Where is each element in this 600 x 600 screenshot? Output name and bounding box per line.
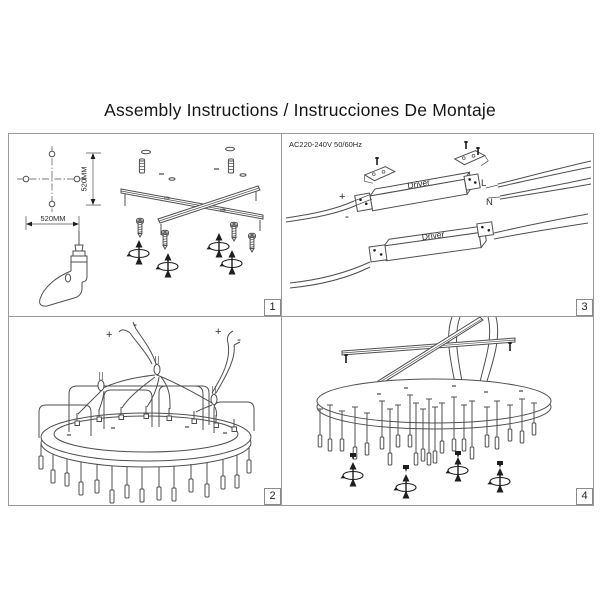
panel-step-2: [9, 317, 282, 505]
wall-anchor-icons: [139, 147, 246, 180]
dimension-horizontal: [26, 214, 79, 231]
canopy-plate: [317, 379, 551, 429]
page-title: Assembly Instructions / Instrucciones De Montaje: [104, 100, 496, 120]
left-cable-plus-label: +: [106, 329, 113, 341]
chandelier-ring: [41, 413, 251, 467]
dc-plus-label: +: [339, 191, 346, 203]
live-label: L: [481, 178, 487, 189]
step-number-badge: 1: [264, 299, 281, 316]
drill-icon: [40, 231, 87, 306]
step-2-diagram: [9, 317, 281, 504]
screw-icons: [137, 218, 256, 252]
supply-cable-left: [106, 317, 156, 364]
driver-bottom-label: Driver: [421, 229, 445, 243]
neutral-label: N: [486, 197, 493, 208]
wire-connector-bulbs: [98, 356, 217, 405]
step-3-diagram: [282, 134, 593, 316]
driver-bottom-cable-right: [494, 214, 588, 239]
step-number-badge: 4: [576, 488, 593, 505]
driver-box-bottom: [290, 214, 588, 288]
step-number-badge: 3: [576, 299, 593, 316]
dc-minus-label: -: [345, 209, 349, 223]
supply-cable-right: [212, 326, 241, 393]
panel-step-3: [282, 134, 593, 317]
right-cable-minus-label: -: [237, 332, 241, 346]
step-4-diagram: [282, 317, 593, 504]
right-cable-plus-label: +: [215, 326, 222, 338]
instruction-grid: [8, 133, 594, 506]
panel-step-4: [282, 317, 593, 505]
mounting-hole-pattern: [17, 146, 87, 212]
mounting-clip-right: [454, 141, 489, 172]
dimension-vertical: [80, 153, 102, 205]
mains-cable: [481, 161, 591, 208]
driver-top-label: Driver: [406, 176, 431, 191]
left-cable-minus-label: -: [133, 317, 137, 331]
rotation-arrow-icons: [126, 233, 242, 278]
step-1-diagram: [9, 134, 281, 316]
step-number-badge: 2: [264, 488, 281, 505]
suspension-wires: [449, 317, 498, 389]
panel-step-1: [9, 134, 282, 317]
screw-icons: [350, 451, 503, 472]
dimension-horizontal-label: 520MM: [40, 214, 66, 223]
dimension-vertical-label: 520MM: [79, 166, 89, 192]
mounting-clip-left: [362, 157, 396, 185]
rotation-arrow-icons: [340, 457, 510, 499]
driver-bottom-cable-left: [290, 262, 370, 288]
power-rating-label: AC220-240V 50/60Hz: [289, 140, 362, 149]
